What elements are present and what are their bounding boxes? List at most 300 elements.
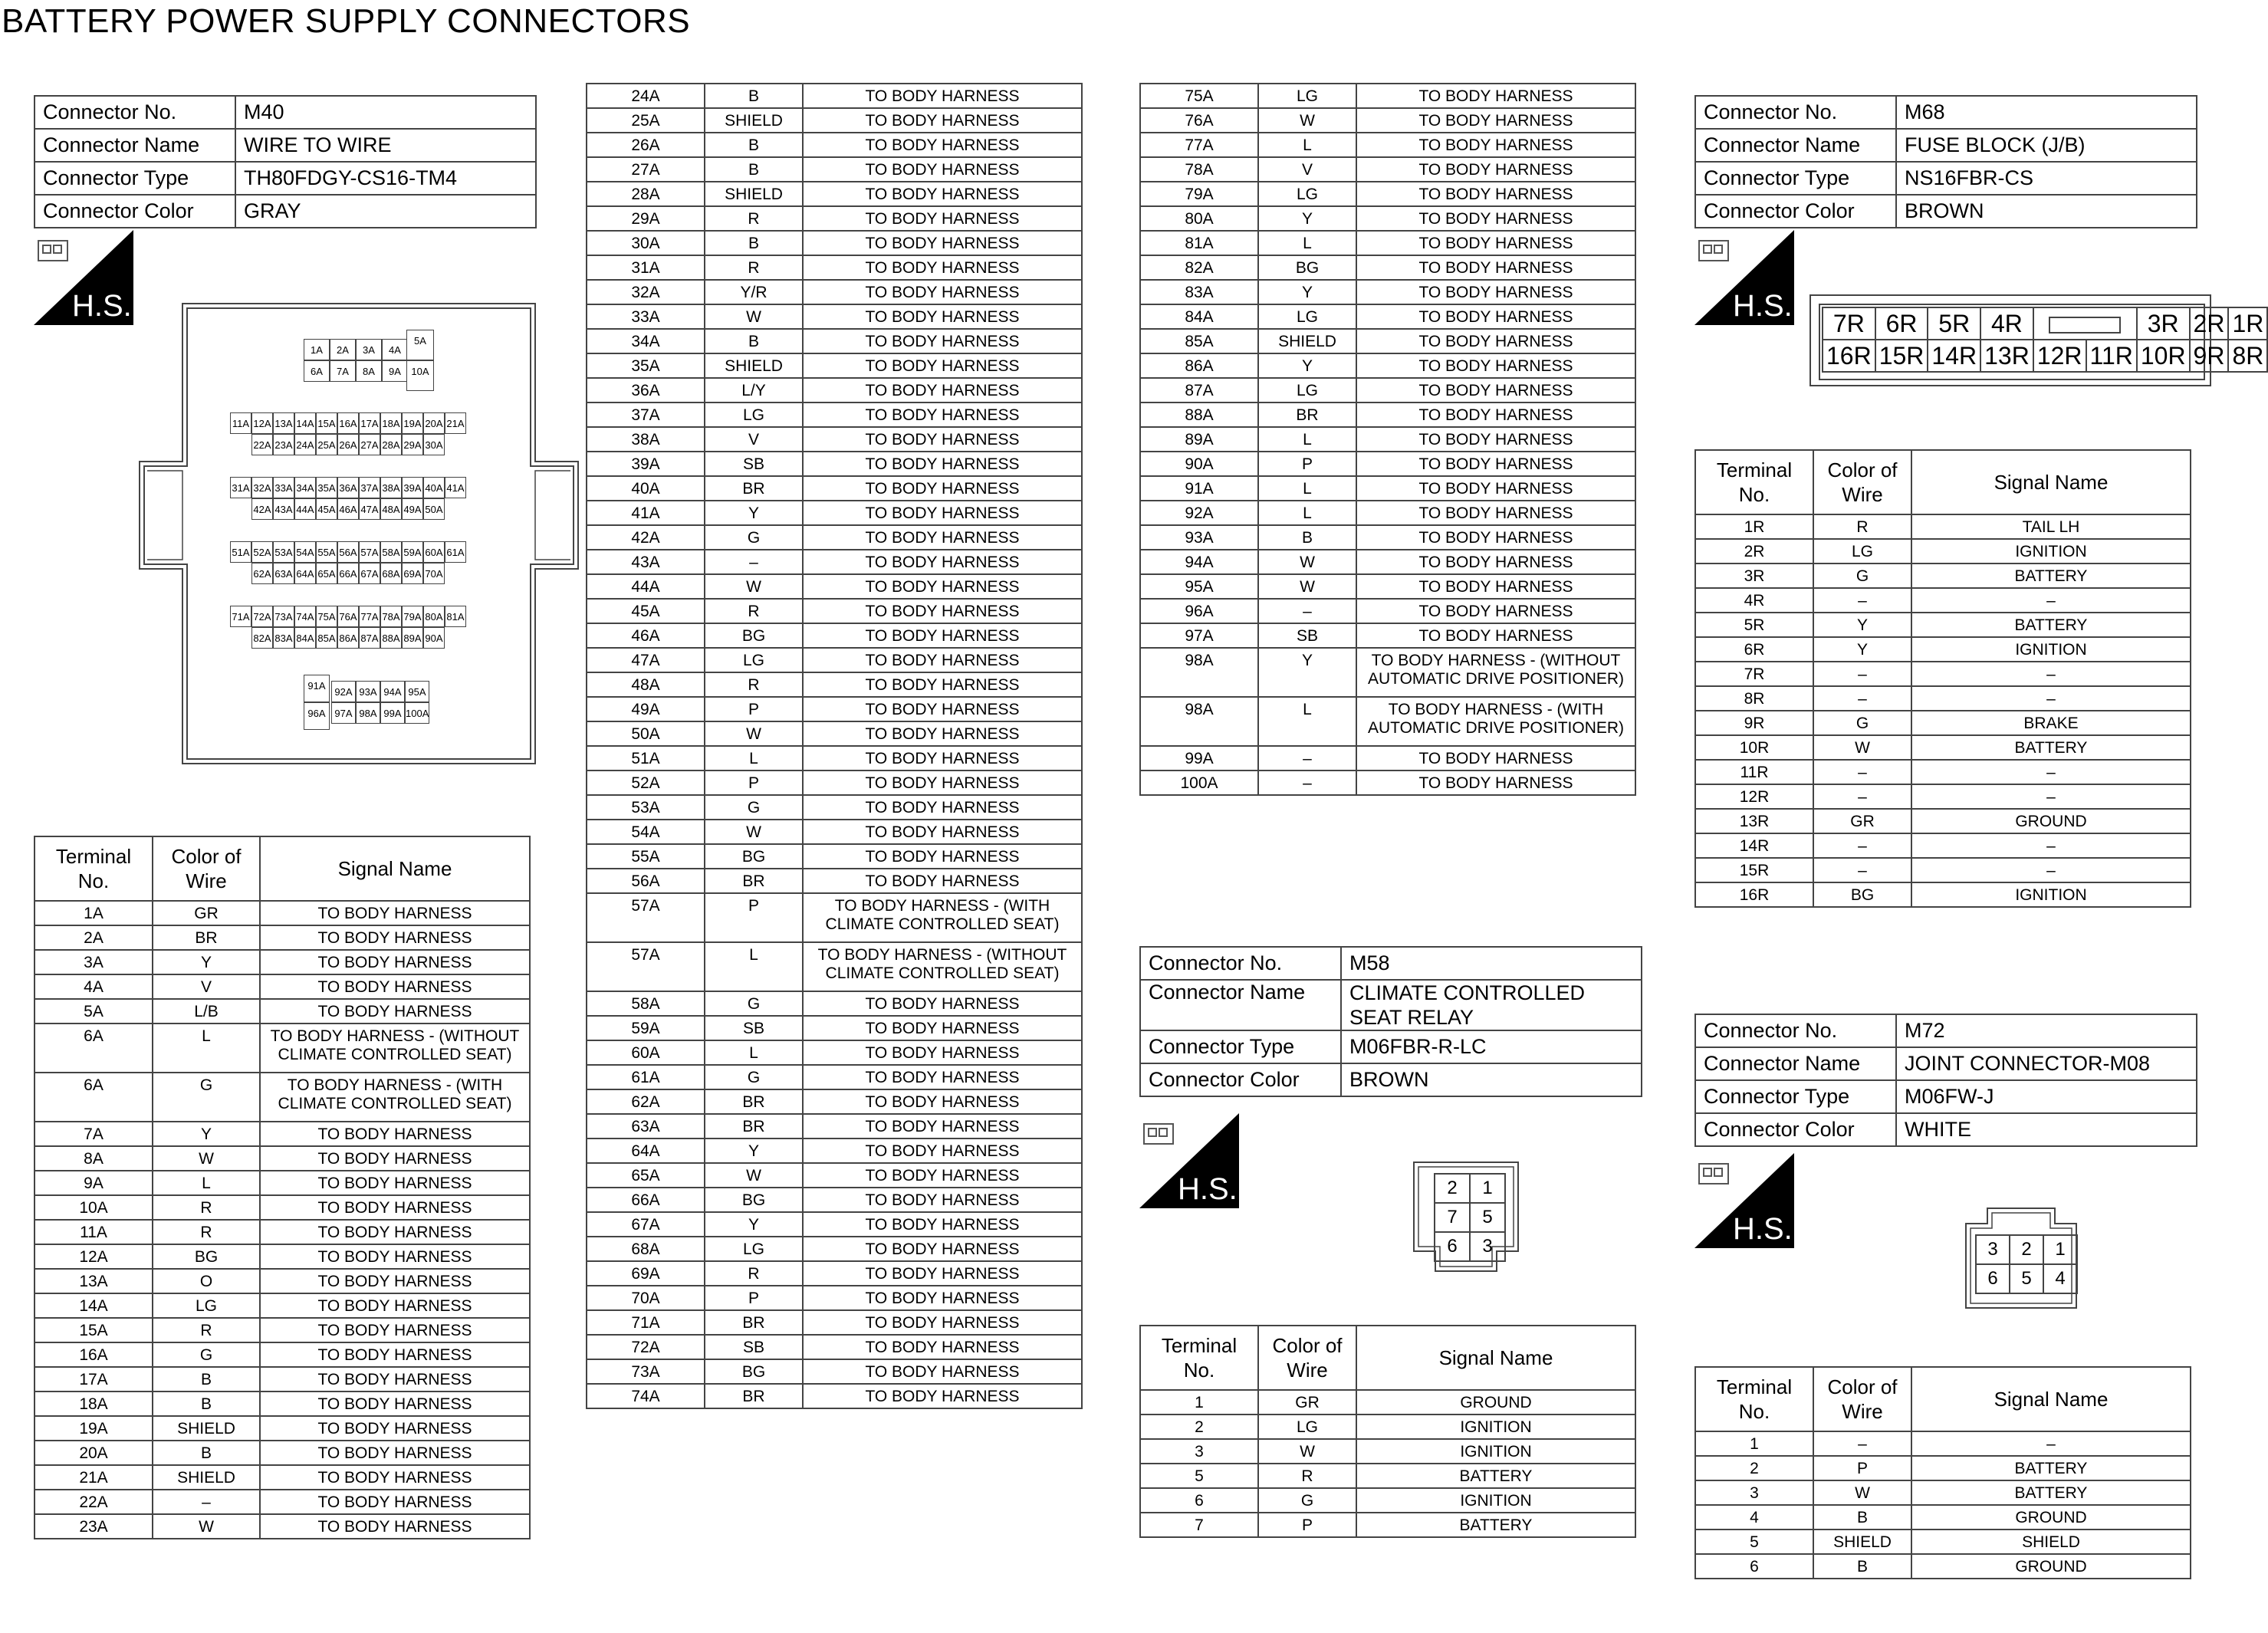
signal-name-cell: – xyxy=(1911,833,2191,858)
hs-logo xyxy=(1139,1113,1239,1208)
table-row xyxy=(1140,525,1635,550)
table-row xyxy=(587,574,1082,599)
connector-no-label: Connector No. xyxy=(1140,947,1341,980)
pin-cell: 43A xyxy=(273,498,294,520)
wire-color-cell: G xyxy=(705,795,803,820)
terminal-no-cell: 79A xyxy=(1140,182,1258,206)
terminal-no-cell: 6A xyxy=(35,1073,153,1122)
signal-name-cell: TO BODY HARNESS xyxy=(803,1089,1082,1114)
signal-name-cell: TO BODY HARNESS - (WITH CLIMATE CONTROLLED SEAT) xyxy=(803,893,1082,942)
table-row xyxy=(587,476,1082,501)
terminal-no-cell: 13A xyxy=(35,1269,153,1293)
wire-color-cell: R xyxy=(1813,514,1911,539)
signal-name-cell: BATTERY xyxy=(1911,613,2191,637)
wire-color-cell: V xyxy=(1258,157,1356,182)
signal-name-cell: TO BODY HARNESS xyxy=(260,901,530,925)
terminal-no-cell: 82A xyxy=(1140,255,1258,280)
terminal-no-cell: 15R xyxy=(1695,858,1813,882)
pin-cell: 87A xyxy=(359,627,380,649)
wire-color-cell: G xyxy=(153,1342,260,1367)
table-row xyxy=(35,1514,530,1539)
signal-name-cell: TO BODY HARNESS xyxy=(1356,452,1635,476)
table-row xyxy=(587,770,1082,795)
pin-cell: 44A xyxy=(294,498,316,520)
terminal-no-cell: 2 xyxy=(1140,1414,1258,1439)
pin-cell: 10R xyxy=(2137,340,2190,372)
table-row xyxy=(587,599,1082,623)
pin-cell: 45A xyxy=(316,498,337,520)
table-row xyxy=(1695,588,2191,613)
pin-cell: 14R xyxy=(1928,340,1980,372)
terminal-no-header: Terminal No. xyxy=(35,836,153,901)
wire-color-cell: LG xyxy=(1813,539,1911,564)
table-row xyxy=(587,697,1082,721)
wire-color-cell: LG xyxy=(705,1237,803,1261)
signal-name-cell: TO BODY HARNESS - (WITH CLIMATE CONTROLLED SEAT) xyxy=(260,1073,530,1122)
signal-name-cell: TO BODY HARNESS xyxy=(260,999,530,1024)
table-row xyxy=(587,133,1082,157)
table-row xyxy=(587,1212,1082,1237)
pin-cell: 8R xyxy=(2228,340,2267,372)
table-row xyxy=(1140,697,1635,746)
pin-cell: 6A xyxy=(304,360,330,382)
pin-cell: 3 xyxy=(1976,1235,2010,1264)
signal-name-cell: BATTERY xyxy=(1911,1456,2191,1480)
wire-color-cell: GR xyxy=(153,901,260,925)
signal-name-cell: TO BODY HARNESS xyxy=(260,1146,530,1171)
table-row xyxy=(587,427,1082,452)
signal-name-cell: TO BODY HARNESS xyxy=(1356,84,1635,108)
wire-color-cell: L xyxy=(1258,231,1356,255)
pin-cell: 57A xyxy=(359,541,380,563)
signal-name-header: Signal Name xyxy=(1911,450,2191,514)
pin-cell: 7 xyxy=(1435,1203,1470,1232)
wire-color-cell: – xyxy=(1813,1431,1911,1456)
signal-name-cell: TO BODY HARNESS xyxy=(1356,525,1635,550)
terminal-no-cell: 47A xyxy=(587,648,705,672)
wire-color-cell: – xyxy=(1258,746,1356,770)
table-row xyxy=(587,1188,1082,1212)
terminal-no-cell: 4A xyxy=(35,974,153,999)
table-row xyxy=(1140,157,1635,182)
wire-color-cell: R xyxy=(153,1220,260,1244)
signal-name-cell: TO BODY HARNESS xyxy=(1356,402,1635,427)
wire-color-cell: G xyxy=(705,1065,803,1089)
connector-type-value: M06FW-J xyxy=(1896,1080,2197,1113)
signal-name-cell: GROUND xyxy=(1911,809,2191,833)
signal-name-cell: GROUND xyxy=(1911,1505,2191,1530)
pin-cell: 37A xyxy=(359,477,380,498)
wire-color-cell: BR xyxy=(705,1114,803,1138)
terminal-no-cell: 2 xyxy=(1695,1456,1813,1480)
signal-name-cell: TO BODY HARNESS xyxy=(803,1384,1082,1408)
terminal-no-header: Terminal No. xyxy=(1140,1326,1258,1390)
terminal-no-cell: 97A xyxy=(1140,623,1258,648)
wire-color-cell: B xyxy=(1258,525,1356,550)
table-row xyxy=(587,1089,1082,1114)
pin-cell: 86A xyxy=(337,627,359,649)
signal-name-cell: TO BODY HARNESS xyxy=(1356,353,1635,378)
pin-cell: 23A xyxy=(273,434,294,455)
table-row xyxy=(1140,231,1635,255)
terminal-no-cell: 95A xyxy=(1140,574,1258,599)
pin-cell: 60A xyxy=(423,541,445,563)
table-row xyxy=(35,1342,530,1367)
wire-color-cell: SHIELD xyxy=(705,182,803,206)
pin-cell: 100A xyxy=(405,702,429,724)
pin-cell: 73A xyxy=(273,606,294,627)
signal-name-cell: TO BODY HARNESS xyxy=(803,427,1082,452)
terminal-no-cell: 36A xyxy=(587,378,705,402)
wire-color-cell: BR xyxy=(705,1384,803,1408)
pin-cell: 32A xyxy=(251,477,273,498)
signal-name-cell: TO BODY HARNESS xyxy=(1356,206,1635,231)
terminal-no-cell: 27A xyxy=(587,157,705,182)
table-row xyxy=(587,1261,1082,1286)
terminal-no-cell: 22A xyxy=(35,1490,153,1514)
signal-name-cell: IGNITION xyxy=(1356,1488,1635,1513)
color-of-wire-header: Color of Wire xyxy=(1258,1326,1356,1390)
signal-name-cell: IGNITION xyxy=(1911,882,2191,907)
pin-cell: 10A xyxy=(406,360,434,391)
terminal-no-cell: 7R xyxy=(1695,662,1813,686)
pin-cell: 82A xyxy=(251,627,273,649)
signal-name-cell: TO BODY HARNESS xyxy=(1356,623,1635,648)
table-row xyxy=(587,280,1082,304)
wire-color-cell: GR xyxy=(1813,809,1911,833)
table-row xyxy=(1695,637,2191,662)
wire-color-cell: BG xyxy=(153,1244,260,1269)
wire-color-cell: L xyxy=(705,1040,803,1065)
wire-color-cell: P xyxy=(1813,1456,1911,1480)
pin-cell: 89A xyxy=(402,627,423,649)
wire-color-cell: Y xyxy=(705,1138,803,1163)
signal-name-cell: TO BODY HARNESS xyxy=(803,452,1082,476)
terminal-no-cell: 50A xyxy=(587,721,705,746)
table-row xyxy=(587,550,1082,574)
terminal-no-cell: 9R xyxy=(1695,711,1813,735)
terminal-no-cell: 6 xyxy=(1695,1554,1813,1579)
wire-color-cell: BR xyxy=(705,1089,803,1114)
table-row xyxy=(587,1286,1082,1310)
pin-cell: 91A xyxy=(304,675,330,702)
svg-text:H.S.: H.S. xyxy=(1178,1172,1238,1206)
signal-name-cell: TO BODY HARNESS xyxy=(803,206,1082,231)
terminal-no-cell: 83A xyxy=(1140,280,1258,304)
terminal-no-cell: 67A xyxy=(587,1212,705,1237)
signal-name-cell: TO BODY HARNESS xyxy=(803,1335,1082,1359)
signal-name-cell: TO BODY HARNESS xyxy=(1356,280,1635,304)
table-row xyxy=(587,1138,1082,1163)
pin-cell: 52A xyxy=(251,541,273,563)
pin-cell: 14A xyxy=(294,412,316,434)
table-row xyxy=(587,648,1082,672)
pin-cell: 93A xyxy=(356,681,380,702)
signal-name-cell: TO BODY HARNESS xyxy=(803,1310,1082,1335)
table-row xyxy=(1140,746,1635,770)
pin-cell: 6 xyxy=(1435,1232,1470,1261)
signal-name-cell: TO BODY HARNESS xyxy=(803,157,1082,182)
pin-cell: 62A xyxy=(251,563,273,584)
table-row xyxy=(35,1171,530,1195)
m72-connector-info xyxy=(1694,1014,2197,1147)
table-row xyxy=(1695,735,2191,760)
terminal-no-cell: 58A xyxy=(587,991,705,1016)
terminal-no-cell: 59A xyxy=(587,1016,705,1040)
signal-name-header: Signal Name xyxy=(1911,1367,2191,1431)
pin-cell: 74A xyxy=(294,606,316,627)
signal-name-cell: TO BODY HARNESS xyxy=(803,697,1082,721)
wire-color-cell: LG xyxy=(1258,1414,1356,1439)
pin-cell: 97A xyxy=(331,702,356,724)
signal-name-cell: TO BODY HARNESS xyxy=(260,950,530,974)
table-row xyxy=(1140,770,1635,795)
signal-name-cell: TO BODY HARNESS xyxy=(1356,255,1635,280)
wire-color-cell: Y xyxy=(1813,613,1911,637)
signal-name-cell: TO BODY HARNESS xyxy=(1356,157,1635,182)
signal-name-cell: TO BODY HARNESS xyxy=(1356,304,1635,329)
table-row xyxy=(1695,1505,2191,1530)
terminal-no-cell: 3 xyxy=(1140,1439,1258,1464)
signal-name-cell: TO BODY HARNESS xyxy=(1356,378,1635,402)
pin-cell: 50A xyxy=(423,498,445,520)
wire-color-cell: L xyxy=(1258,476,1356,501)
pin-cell: 54A xyxy=(294,541,316,563)
table-row xyxy=(587,1040,1082,1065)
signal-name-cell: TO BODY HARNESS xyxy=(1356,329,1635,353)
table-row xyxy=(587,525,1082,550)
pin-cell: 15A xyxy=(316,412,337,434)
pin-cell: 21A xyxy=(445,412,466,434)
wire-color-cell: G xyxy=(153,1073,260,1122)
terminal-no-cell: 21A xyxy=(35,1465,153,1490)
table-row xyxy=(35,1318,530,1342)
terminal-no-cell: 33A xyxy=(587,304,705,329)
wire-color-cell: Y xyxy=(705,1212,803,1237)
signal-name-cell: TO BODY HARNESS xyxy=(260,1244,530,1269)
signal-name-cell: TO BODY HARNESS xyxy=(1356,476,1635,501)
terminal-no-header: Terminal No. xyxy=(1695,450,1813,514)
wire-color-cell: W xyxy=(705,1163,803,1188)
signal-name-cell: GROUND xyxy=(1356,1390,1635,1414)
table-row xyxy=(587,84,1082,108)
pin-cell: 51A xyxy=(230,541,251,563)
wire-color-cell: P xyxy=(1258,1513,1356,1537)
wire-color-cell: P xyxy=(705,1286,803,1310)
terminal-no-cell: 80A xyxy=(1140,206,1258,231)
signal-name-cell: – xyxy=(1911,662,2191,686)
terminal-no-cell: 84A xyxy=(1140,304,1258,329)
pin-cell: 3A xyxy=(356,339,382,360)
pin-cell: 15R xyxy=(1875,340,1928,372)
table-row xyxy=(1695,760,2191,784)
terminal-no-cell: 32A xyxy=(587,280,705,304)
table-row xyxy=(1140,1513,1635,1537)
wire-color-cell: L xyxy=(1258,133,1356,157)
wire-color-cell: G xyxy=(1258,1488,1356,1513)
signal-name-cell: TO BODY HARNESS xyxy=(260,1195,530,1220)
signal-name-cell: – xyxy=(1911,686,2191,711)
signal-name-cell: IGNITION xyxy=(1356,1439,1635,1464)
wire-color-cell: BR xyxy=(705,1310,803,1335)
signal-name-cell: TO BODY HARNESS xyxy=(260,1490,530,1514)
wire-color-cell: Y xyxy=(1258,280,1356,304)
signal-name-cell: TO BODY HARNESS xyxy=(1356,746,1635,770)
pin-cell: 11A xyxy=(230,412,251,434)
table-row xyxy=(1140,648,1635,697)
table-row xyxy=(587,501,1082,525)
page-title: BATTERY POWER SUPPLY CONNECTORS xyxy=(2,2,691,40)
table-row xyxy=(1695,539,2191,564)
m68-terminal-table xyxy=(1694,449,2191,908)
terminal-no-cell: 70A xyxy=(587,1286,705,1310)
terminal-no-cell: 39A xyxy=(587,452,705,476)
wire-color-cell: L xyxy=(705,746,803,770)
signal-name-cell: TO BODY HARNESS - (WITHOUT AUTOMATIC DRIVE POSITIONER) xyxy=(1356,648,1635,697)
pin-cell: 59A xyxy=(402,541,423,563)
terminal-no-cell: 7A xyxy=(35,1122,153,1146)
signal-name-cell: TO BODY HARNESS xyxy=(803,84,1082,108)
color-of-wire-header: Color of Wire xyxy=(1813,1367,1911,1431)
pin-cell: 69A xyxy=(402,563,423,584)
table-row xyxy=(35,1220,530,1244)
signal-name-cell: TO BODY HARNESS xyxy=(803,501,1082,525)
table-row xyxy=(1140,476,1635,501)
terminal-no-cell: 65A xyxy=(587,1163,705,1188)
table-row xyxy=(35,1024,530,1073)
signal-name-cell: TO BODY HARNESS xyxy=(803,648,1082,672)
signal-name-cell: TO BODY HARNESS xyxy=(1356,231,1635,255)
signal-name-cell: TO BODY HARNESS xyxy=(1356,427,1635,452)
terminal-no-cell: 55A xyxy=(587,844,705,869)
terminal-no-cell: 14A xyxy=(35,1293,153,1318)
pin-cell: 96A xyxy=(304,702,330,730)
wire-color-cell: P xyxy=(705,770,803,795)
wire-color-cell: W xyxy=(1813,1480,1911,1505)
signal-name-cell: – xyxy=(1911,588,2191,613)
pin-cell: 6R xyxy=(1875,307,1928,340)
pin-cell: 95A xyxy=(405,681,429,702)
wire-color-cell: R xyxy=(705,255,803,280)
wire-color-cell: B xyxy=(705,84,803,108)
terminal-no-cell: 29A xyxy=(587,206,705,231)
table-row xyxy=(1140,427,1635,452)
pin-cell: 16R xyxy=(1823,340,1875,372)
wire-color-cell: L xyxy=(1258,501,1356,525)
terminal-no-cell: 31A xyxy=(587,255,705,280)
pin-cell: 30A xyxy=(423,434,445,455)
terminal-no-cell: 8A xyxy=(35,1146,153,1171)
table-row xyxy=(1695,784,2191,809)
pin-cell: 24A xyxy=(294,434,316,455)
table-row xyxy=(1695,833,2191,858)
m68-connector-face xyxy=(1809,294,2264,386)
signal-name-cell: TO BODY HARNESS - (WITHOUT CLIMATE CONTROLLED SEAT) xyxy=(260,1024,530,1073)
table-row xyxy=(1140,501,1635,525)
signal-name-cell: TO BODY HARNESS xyxy=(260,1171,530,1195)
wire-color-cell: R xyxy=(153,1318,260,1342)
table-row xyxy=(1695,564,2191,588)
table-row xyxy=(1695,858,2191,882)
wire-color-cell: B xyxy=(1813,1505,1911,1530)
pin-cell: 1A xyxy=(304,339,330,360)
terminal-no-cell: 13R xyxy=(1695,809,1813,833)
terminal-no-cell: 40A xyxy=(587,476,705,501)
terminal-no-cell: 5A xyxy=(35,999,153,1024)
table-row xyxy=(587,1335,1082,1359)
wire-color-cell: V xyxy=(705,427,803,452)
terminal-no-cell: 87A xyxy=(1140,378,1258,402)
wire-color-cell: G xyxy=(1813,711,1911,735)
wire-color-cell: W xyxy=(705,574,803,599)
signal-name-cell: TO BODY HARNESS xyxy=(803,133,1082,157)
wire-color-cell: – xyxy=(1258,599,1356,623)
connector-type-value: TH80FDGY-CS16-TM4 xyxy=(235,162,536,195)
wire-color-cell: SHIELD xyxy=(1813,1530,1911,1554)
pin-cell: 68A xyxy=(380,563,402,584)
signal-name-cell: TO BODY HARNESS xyxy=(1356,550,1635,574)
signal-name-cell: TO BODY HARNESS xyxy=(803,672,1082,697)
wire-color-cell: BR xyxy=(1258,402,1356,427)
pin-cell: 83A xyxy=(273,627,294,649)
pin-cell: 6 xyxy=(1976,1264,2010,1293)
signal-name-cell: BATTERY xyxy=(1356,1513,1635,1537)
connector-type-label: Connector Type xyxy=(1140,1030,1341,1063)
pin-cell: 88A xyxy=(380,627,402,649)
terminal-no-cell: 28A xyxy=(587,182,705,206)
signal-name-cell: TO BODY HARNESS xyxy=(803,1286,1082,1310)
connector-name-value: JOINT CONNECTOR-M08 xyxy=(1896,1047,2197,1080)
signal-name-cell: TAIL LH xyxy=(1911,514,2191,539)
pin-cell: 7R xyxy=(1823,307,1875,340)
table-row xyxy=(587,942,1082,991)
pin-cell: 35A xyxy=(316,477,337,498)
table-row xyxy=(1140,1464,1635,1488)
terminal-no-cell: 10A xyxy=(35,1195,153,1220)
pin-cell: 64A xyxy=(294,563,316,584)
connector-name-value: FUSE BLOCK (J/B) xyxy=(1896,129,2197,162)
connector-no-value: M68 xyxy=(1896,96,2197,129)
wire-color-cell: SHIELD xyxy=(705,108,803,133)
table-row xyxy=(587,304,1082,329)
signal-name-cell: TO BODY HARNESS xyxy=(803,1261,1082,1286)
signal-name-cell: BATTERY xyxy=(1911,1480,2191,1505)
pin-cell: 29A xyxy=(402,434,423,455)
wire-color-cell: – xyxy=(1813,858,1911,882)
pin-cell: 2 xyxy=(1435,1174,1470,1203)
signal-name-cell: TO BODY HARNESS xyxy=(803,869,1082,893)
signal-name-cell: TO BODY HARNESS xyxy=(803,721,1082,746)
pin-cell: 9A xyxy=(382,360,408,382)
m58-terminal-table xyxy=(1139,1325,1636,1538)
table-row xyxy=(35,1122,530,1146)
pin-cell: 84A xyxy=(294,627,316,649)
m68-pin-grid xyxy=(1822,307,2268,373)
pin-cell: 2R xyxy=(2190,307,2229,340)
connector-name-value: WIRE TO WIRE xyxy=(235,129,536,162)
m72-pin-grid xyxy=(1975,1234,2078,1294)
terminal-no-cell: 85A xyxy=(1140,329,1258,353)
table-row xyxy=(1140,255,1635,280)
signal-name-cell: TO BODY HARNESS xyxy=(1356,599,1635,623)
wire-color-cell: G xyxy=(1813,564,1911,588)
signal-name-cell: TO BODY HARNESS xyxy=(803,255,1082,280)
pin-cell: 1 xyxy=(2043,1235,2077,1264)
terminal-no-cell: 1R xyxy=(1695,514,1813,539)
pin-cell: 27A xyxy=(359,434,380,455)
pin-cell: 79A xyxy=(402,606,423,627)
wire-color-cell: BR xyxy=(705,869,803,893)
